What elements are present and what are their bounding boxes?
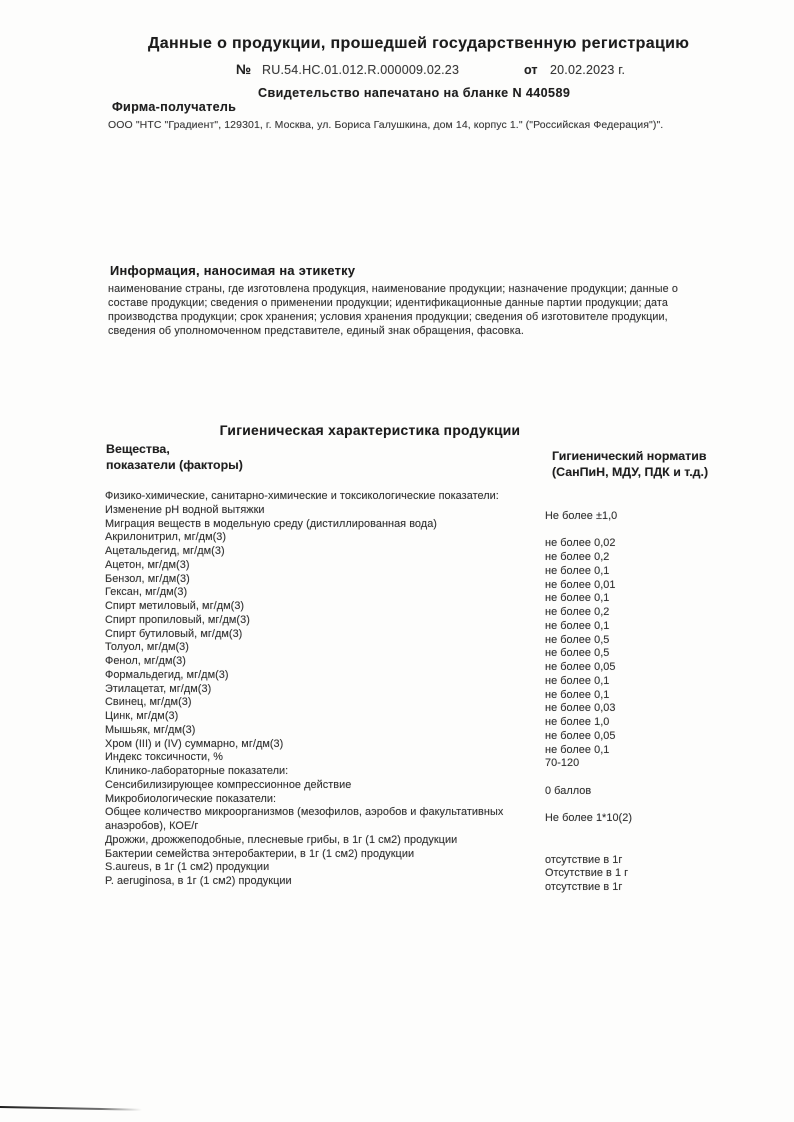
row-label: Индекс токсичности, %	[105, 751, 223, 764]
row-label: Микробиологические показатели:	[105, 792, 277, 805]
table-row	[105, 641, 725, 660]
row-value: 0 баллов	[545, 784, 592, 797]
row-value: не более 0,03	[545, 702, 616, 715]
row-label: Толуол, мг/дм(3)	[105, 641, 189, 654]
column-header-substances-line1: Вещества,	[106, 442, 170, 456]
row-value: не более 0,01	[545, 578, 616, 591]
table-row	[105, 655, 725, 673]
table-row	[105, 696, 725, 715]
registration-date-label: от	[524, 63, 538, 77]
row-value: не более 0,5	[545, 647, 610, 660]
row-label: Бактерии семейства энтеробактерии, в 1г (1 см2) продукции	[105, 847, 415, 860]
registration-number-label: №	[236, 62, 252, 77]
row-value: не более 0,05	[545, 729, 616, 742]
row-label: Спирт бутиловый, мг/дм(3)	[105, 627, 243, 640]
row-label: Спирт пропиловый, мг/дм(3)	[105, 613, 250, 626]
row-label: Формальдегид, мг/дм(3)	[105, 668, 229, 681]
row-value: не более 0,1	[545, 688, 610, 701]
row-value: не более 0,1	[545, 564, 610, 577]
column-header-standard-line2: (СанПиН, МДУ, ПДК и т.д.)	[552, 464, 709, 479]
table-row	[105, 558, 725, 577]
table-row	[105, 834, 725, 848]
table-row	[105, 875, 725, 893]
row-label: P. aeruginosa, в 1г (1 см2) продукции	[105, 875, 292, 887]
recipient-firm-label: Фирма-получатель	[112, 100, 237, 114]
table-row	[105, 847, 725, 866]
table-row	[105, 586, 725, 605]
row-label: Бензол, мг/дм(3)	[105, 572, 190, 585]
table-row	[105, 765, 725, 779]
row-label: Спирт метиловый, мг/дм(3)	[105, 600, 245, 612]
table-row	[105, 490, 725, 504]
row-value: не более 0,2	[545, 606, 610, 618]
label-info-heading: Информация, наносимая на этикетку	[110, 263, 356, 278]
row-label: Миграция веществ в модельную среду (дистиллированная вода)	[105, 517, 437, 530]
row-value: не более 0,1	[545, 592, 610, 605]
row-label: Клинико-лабораторные показатели:	[105, 765, 289, 777]
table-row	[105, 737, 725, 756]
column-header-standard	[552, 449, 708, 480]
table-row	[105, 793, 725, 807]
table-row	[105, 682, 725, 701]
row-value: не более 0,1	[545, 619, 610, 632]
table-row	[105, 668, 725, 687]
document-title: Данные о продукции, прошедшей государственную регистрацию	[148, 35, 690, 52]
row-label: Физико-химические, санитарно-химические и токсикологические показатели:	[105, 490, 499, 502]
hygiene-section-heading: Гигиеническая характеристика продукции	[219, 423, 521, 438]
row-value: Отсутствие в 1 г	[545, 867, 629, 880]
row-value: не более 0,02	[545, 537, 616, 550]
row-label: Свинец, мг/дм(3)	[105, 696, 192, 709]
row-label: Мышьяк, мг/дм(3)	[105, 723, 196, 736]
row-value: отсутствие в 1г	[545, 853, 623, 866]
row-label: Гексан, мг/дм(3)	[105, 586, 188, 599]
registration-date: 20.02.2023 г.	[550, 63, 626, 77]
row-value: 70-120	[545, 757, 580, 770]
certificate-blank-line: Свидетельство напечатано на бланке N 440589	[258, 86, 571, 100]
row-label: Изменение pH водной вытяжки	[105, 503, 265, 516]
table-row	[105, 861, 725, 880]
row-label: Этилацетат, мг/дм(3)	[105, 682, 212, 695]
row-value: не более 0,2	[545, 551, 610, 563]
row-label: Цинк, мг/дм(3)	[105, 710, 179, 722]
table-row	[105, 572, 725, 591]
table-row	[105, 503, 725, 522]
row-label: Сенсибилизирующее компрессионное действие	[105, 778, 352, 791]
row-value: не более 0,1	[545, 743, 610, 756]
row-label: Фенол, мг/дм(3)	[105, 655, 186, 667]
column-header-substances	[106, 442, 243, 473]
row-value: не более 0,05	[545, 661, 616, 673]
row-label: Общее количество микроорганизмов (мезофилов, аэробов и факультативных анаэробов), КОЕ/г	[105, 806, 504, 832]
row-label: Ацетон, мг/дм(3)	[105, 558, 190, 571]
table-row	[105, 518, 725, 532]
table-row	[105, 723, 725, 742]
column-header-substances-line2: показатели (факторы)	[106, 457, 243, 472]
row-value: не более 0,5	[545, 633, 610, 646]
column-header-standard-line1: Гигиенический норматив	[552, 449, 707, 463]
row-value: не более 1,0	[545, 716, 610, 728]
table-row	[105, 545, 725, 563]
row-value: Не более ±1,0	[545, 509, 618, 522]
row-label: Дрожжи, дрожжеподобные, плесневые грибы, в 1г (1 см2) продукции	[105, 833, 458, 846]
registration-number: RU.54.HC.01.012.R.000009.02.23	[262, 63, 460, 77]
table-row	[105, 613, 725, 632]
scan-artifact-line	[0, 1106, 142, 1111]
row-label: Акрилонитрил, мг/дм(3)	[105, 531, 227, 544]
table-row	[105, 600, 725, 618]
row-value: не более 0,1	[545, 674, 610, 687]
row-label: Хром (III) и (IV) суммарно, мг/дм(3)	[105, 737, 284, 750]
table-row	[105, 627, 725, 646]
table-row	[105, 710, 725, 728]
table-row	[105, 751, 725, 770]
table-row	[105, 806, 725, 834]
row-label: Ацетальдегид, мг/дм(3)	[105, 545, 225, 557]
recipient-firm-value: ООО "НТС "Градиент", 129301, г. Москва, ул. Бориса Галушкина, дом 14, корпус 1." ("Российская Федерация")".	[108, 119, 664, 131]
row-label: S.aureus, в 1г (1 см2) продукции	[105, 861, 270, 874]
hygiene-table	[105, 490, 725, 893]
row-value: Не более 1*10(2)	[545, 812, 633, 825]
row-value: отсутствие в 1г	[545, 881, 623, 893]
label-info-body: наименование страны, где изготовлена продукция, наименование продукции; назначение продукции; данные о составе продукции; сведения о применении продукции; идентификационные данные партии продукции; дата производства продукции; срок хранения; условия хранения продукции; сведения об изготовителе продукции, сведения об уполномоченном представителе, единый знак обращения, фасовка.	[108, 283, 678, 337]
table-row	[105, 531, 725, 550]
table-row	[105, 778, 725, 797]
